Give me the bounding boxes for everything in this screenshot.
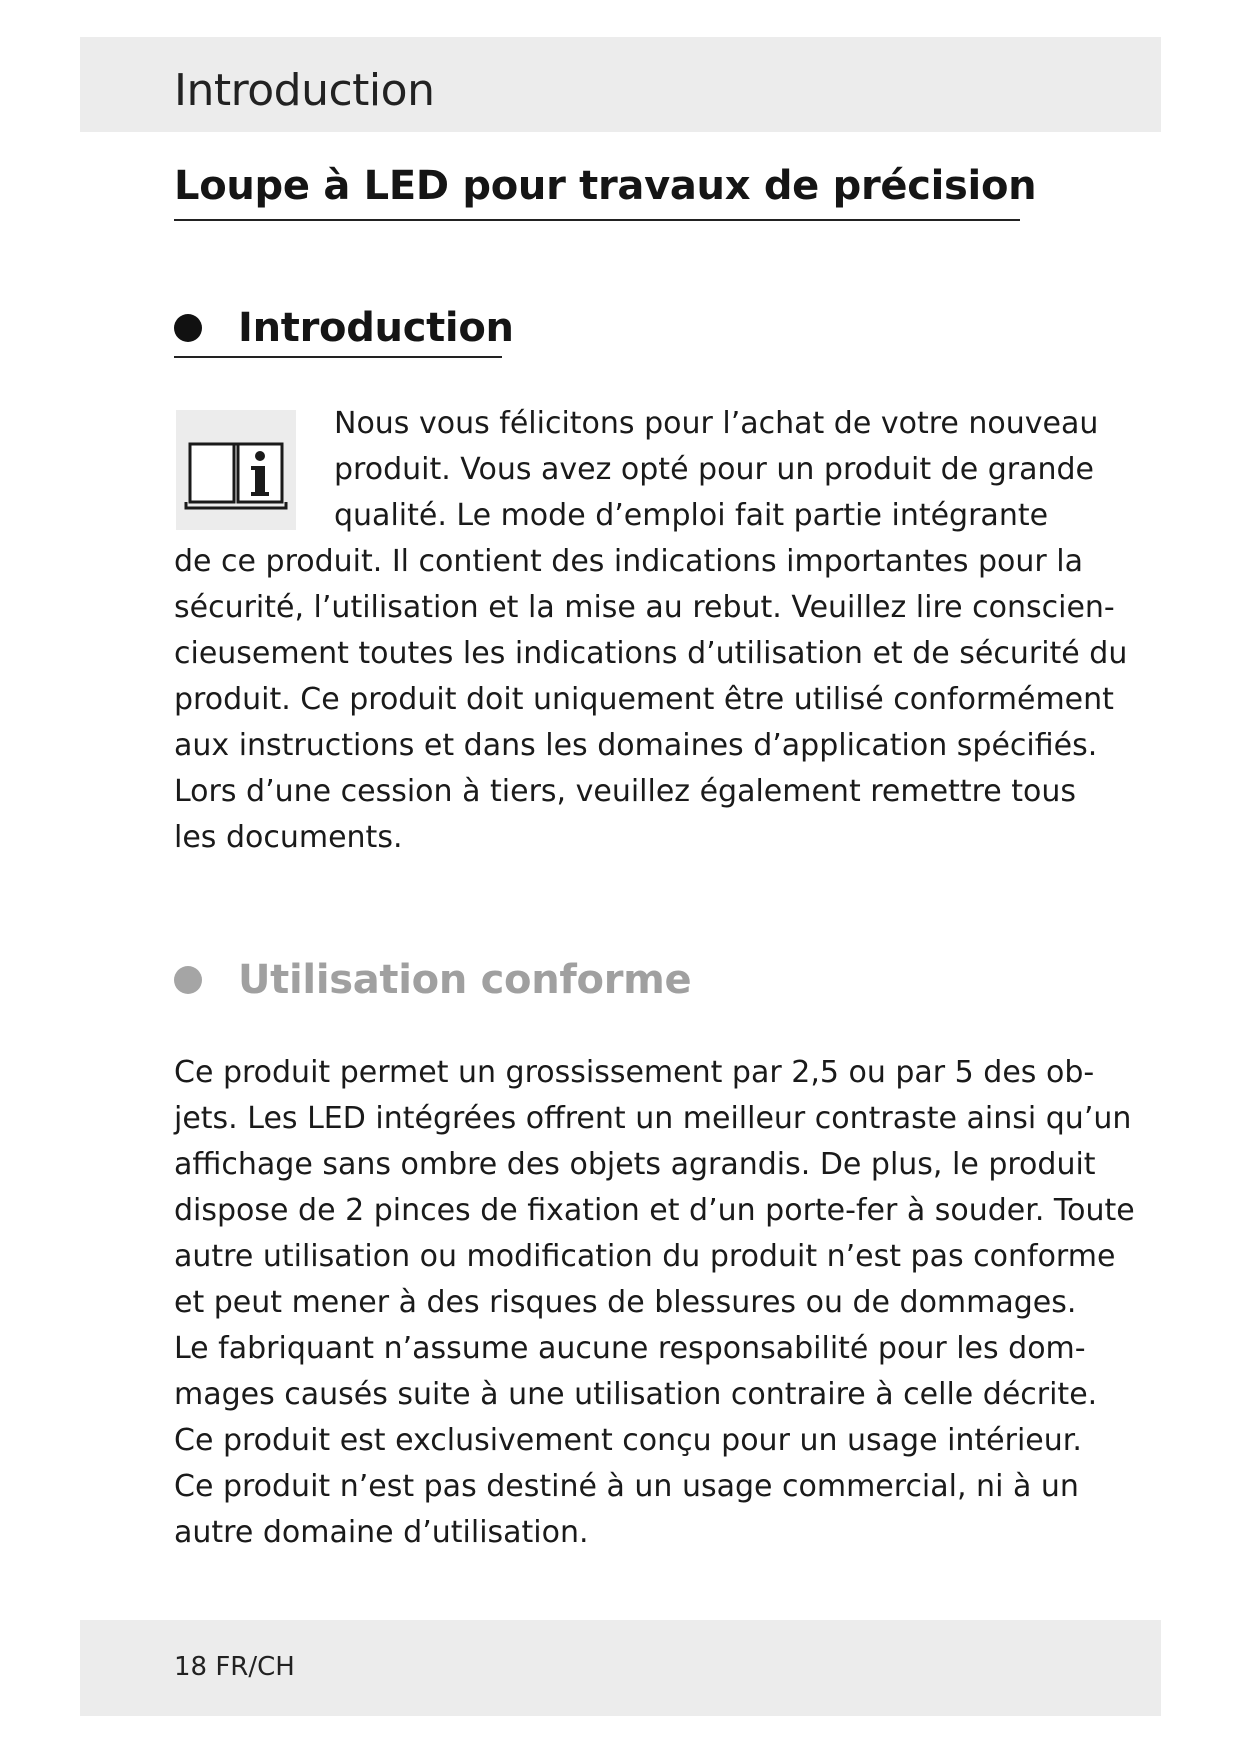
page-header [80,37,1161,132]
bullet-icon [174,314,202,342]
intro-line: qualité. Le mode d’emploi fait partie intégrante [334,498,1049,533]
section-heading-introduction [174,300,514,358]
utilisation-line: Ce produit est exclusivement conçu pour un usage intérieur. [174,1423,1082,1458]
utilisation-line: autre domaine d’utilisation. [174,1515,589,1550]
utilisation-line: Ce produit permet un grossissement par 2,5 ou par 5 des ob- [174,1055,1095,1090]
intro-line: les documents. [174,820,403,855]
utilisation-line: autre utilisation ou modification du produit n’est pas conforme [174,1239,1116,1274]
section-heading-label: Introduction [238,305,514,351]
intro-line: produit. Vous avez opté pour un produit de grande [334,452,1094,487]
section-heading-label: Utilisation conforme [238,957,692,1003]
intro-line: Lors d’une cession à tiers, veuillez également remettre tous [174,774,1077,809]
intro-line: de ce produit. Il contient des indications importantes pour la [174,544,1084,579]
bullet-icon [174,966,202,994]
intro-line: sécurité, l’utilisation et la mise au rebut. Veuillez lire conscien- [174,590,1115,625]
utilisation-line: dispose de 2 pinces de fixation et d’un porte-fer à souder. Toute [174,1193,1135,1228]
utilisation-line: et peut mener à des risques de blessures ou de dommages. [174,1285,1077,1320]
utilisation-line: jets. Les LED intégrées offrent un meilleur contraste ainsi qu’un [174,1101,1132,1136]
page-number: 18 FR/CH [174,1652,295,1682]
header-title: Introduction [174,65,435,116]
document-title [174,163,1037,221]
info-book-icon [176,410,296,530]
utilisation-line: Ce produit n’est pas destiné à un usage commercial, ni à un [174,1469,1079,1504]
intro-line: aux instructions et dans les domaines d’application spécifiés. [174,728,1098,763]
document-title-text: Loupe à LED pour travaux de précision [174,163,1037,209]
utilisation-line: affichage sans ombre des objets agrandis. De plus, le produit [174,1147,1096,1182]
intro-line: produit. Ce produit doit uniquement être utilisé conformément [174,682,1114,717]
utilisation-line: Le fabriquant n’assume aucune responsabilité pour les dom- [174,1331,1086,1366]
page-footer [80,1620,1161,1716]
section-heading-utilisation [174,952,691,1008]
utilisation-line: mages causés suite à une utilisation contraire à celle décrite. [174,1377,1098,1412]
intro-line: Nous vous félicitons pour l’achat de votre nouveau [334,406,1099,441]
intro-line: cieusement toutes les indications d’utilisation et de sécurité du [174,636,1128,671]
